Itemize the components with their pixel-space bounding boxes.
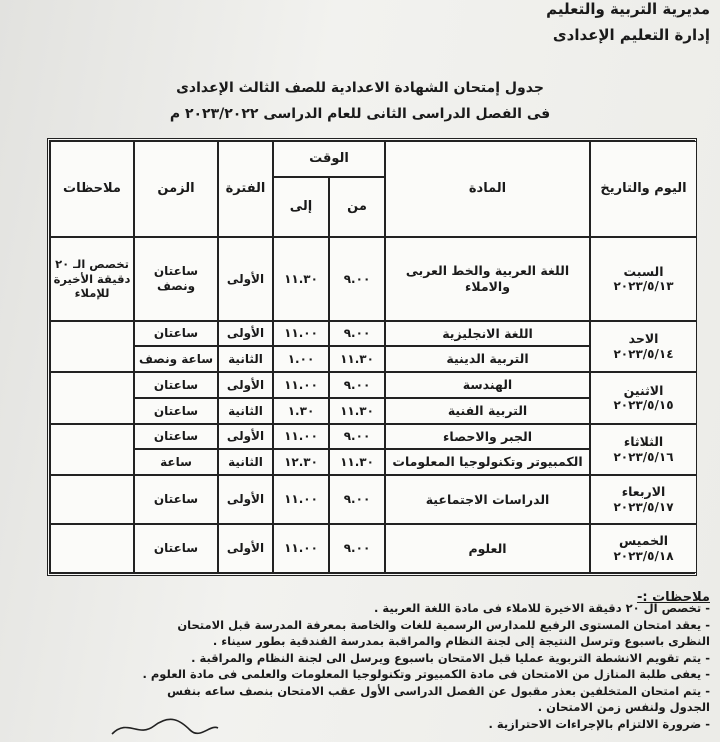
note-line: - يتم امتحان المتخلفين بعذر مقبول عن الفصل الدراسى الأول عقب الامتحان بنصف ساعه بنفس <box>167 683 710 698</box>
period-cell: الثانية <box>218 346 273 372</box>
day-date: ٢٠٢٣/٥/١٤ <box>613 346 674 361</box>
subject-cell: اللغة الانجليزية <box>385 321 590 346</box>
day-date: ٢٠٢٣/٥/١٦ <box>613 449 674 464</box>
header-notes: ملاحظات <box>50 141 134 237</box>
time-to-cell: ١١.٠٠ <box>273 524 329 573</box>
directorate-header: مديرية التربية والتعليم <box>546 0 710 18</box>
time-from-cell: ٩.٠٠ <box>329 237 385 321</box>
note-line: - يعفى طلبة المنازل من الامتحان فى مادة الكمبيوتر وتكنولوجيا المعلومات والعلمى فى مادة العلوم . <box>142 667 710 681</box>
time-to-cell: ١١.٠٠ <box>273 321 329 346</box>
notes-list <box>120 588 710 732</box>
header-day-date: اليوم والتاريخ <box>590 141 697 237</box>
time-from-cell: ٩.٠٠ <box>329 424 385 449</box>
period-cell: الأولى <box>218 524 273 573</box>
note-line: - تخصص ال ٢٠ دقيقة الاخيرة للاملاء فى مادة اللغة العربية . <box>374 601 710 615</box>
period-cell: الأولى <box>218 237 273 321</box>
day-cell <box>590 237 697 321</box>
subject-cell: الجبر والاحصاء <box>385 424 590 449</box>
day-cell <box>590 321 697 372</box>
subject-cell: التربية الفنية <box>385 398 590 424</box>
notes-title: ملاحظات :- <box>636 590 710 605</box>
note-line: - يعقد امتحان المستوى الرفيع للمدارس الرسمية للغات والخاصة بمعرفة المدرسة قبل الامتحان <box>177 617 710 632</box>
duration-cell: ساعتان <box>134 398 218 424</box>
day-cell <box>590 372 697 424</box>
time-from-cell: ٩.٠٠ <box>329 372 385 398</box>
header-duration: الزمن <box>134 141 218 237</box>
note-line: - يتم تقويم الانشطة التربوية عمليا قبل الامتحان باسبوع ويرسل الى لجنة النظام والمراقبة . <box>191 650 710 665</box>
period-cell: الثانية <box>218 398 273 424</box>
period-cell: الأولى <box>218 321 273 346</box>
duration-cell: ساعة <box>134 449 218 475</box>
subject-cell: العلوم <box>385 524 590 573</box>
exam-schedule-table <box>47 138 697 576</box>
note-cell <box>50 424 134 475</box>
time-to-cell: ١.٣٠ <box>273 398 329 424</box>
duration-cell: ساعة ونصف <box>134 346 218 372</box>
subject-cell: الكمبيوتر وتكنولوجيا المعلومات <box>385 449 590 475</box>
day-date: ٢٠٢٣/٥/١٧ <box>613 499 674 514</box>
duration-cell: ساعتان ونصف <box>134 237 218 321</box>
note-cell <box>50 321 134 372</box>
day-name: الاربعاء <box>621 484 666 500</box>
schedule-subtitle: فى الفصل الدراسى الثانى للعام الدراسى ٢٠٢٣/٢٠٢٢ م <box>169 106 551 122</box>
note-cell <box>50 475 134 524</box>
day-name: الاثنين <box>623 382 664 398</box>
time-to-cell: ١١.٠٠ <box>273 424 329 449</box>
department-header: إدارة التعليم الإعدادى <box>552 26 710 44</box>
period-cell: الأولى <box>218 372 273 398</box>
time-from-cell: ٩.٠٠ <box>329 524 385 573</box>
subject-cell: الدراسات الاجتماعية <box>385 475 590 524</box>
duration-cell: ساعتان <box>134 424 218 449</box>
header-from: من <box>329 177 385 237</box>
note-line: الجدول ولنفس زمن الامتحان . <box>537 700 710 714</box>
time-to-cell: ١٢.٣٠ <box>273 449 329 475</box>
day-name: الخميس <box>618 533 669 549</box>
duration-cell: ساعتان <box>134 372 218 398</box>
note-line: النظرى باسبوع وترسل النتيجة إلى لجنة النظام والمراقبة بمدرسة الفندقية بطور سيناء . <box>212 634 710 648</box>
day-cell <box>590 475 697 524</box>
subject-cell: اللغة العربية والخط العربى والاملاء <box>385 237 590 321</box>
header-period: الفترة <box>218 141 273 237</box>
header-time: الوقت <box>273 141 385 177</box>
time-to-cell: ١١.٠٠ <box>273 372 329 398</box>
note-line: - ضرورة الالتزام بالإجراءات الاحترازية . <box>488 716 710 731</box>
day-name: السبت <box>623 263 664 279</box>
time-from-cell: ١١.٣٠ <box>329 398 385 424</box>
period-cell: الأولى <box>218 475 273 524</box>
note-cell: تخصص الـ ٢٠ دقيقة الأخيرة للإملاء <box>50 237 134 321</box>
duration-cell: ساعتان <box>134 321 218 346</box>
time-to-cell: ١.٠٠ <box>273 346 329 372</box>
duration-cell: ساعتان <box>134 524 218 573</box>
period-cell: الثانية <box>218 449 273 475</box>
time-to-cell: ١١.٠٠ <box>273 475 329 524</box>
day-cell <box>590 524 697 573</box>
day-date: ٢٠٢٣/٥/١٨ <box>613 548 674 563</box>
time-from-cell: ٩.٠٠ <box>329 321 385 346</box>
note-cell <box>50 372 134 424</box>
signature-mark <box>110 712 220 740</box>
time-from-cell: ١١.٣٠ <box>329 346 385 372</box>
subject-cell: التربية الدينية <box>385 346 590 372</box>
day-cell <box>590 424 697 475</box>
note-cell <box>50 524 134 573</box>
day-date: ٢٠٢٣/٥/١٣ <box>613 279 674 294</box>
duration-cell: ساعتان <box>134 475 218 524</box>
time-from-cell: ١١.٣٠ <box>329 449 385 475</box>
time-to-cell: ١١.٣٠ <box>273 237 329 321</box>
day-date: ٢٠٢٣/٥/١٥ <box>613 398 674 413</box>
day-name: الثلاثاء <box>623 434 664 450</box>
schedule-title: جدول إمتحان الشهادة الاعدادية للصف الثالث الإعدادى <box>176 80 544 96</box>
day-name: الاحد <box>628 331 659 347</box>
subject-cell: الهندسة <box>385 372 590 398</box>
header-subject: المادة <box>385 141 590 237</box>
time-from-cell: ٩.٠٠ <box>329 475 385 524</box>
header-to: إلى <box>273 177 329 237</box>
period-cell: الأولى <box>218 424 273 449</box>
